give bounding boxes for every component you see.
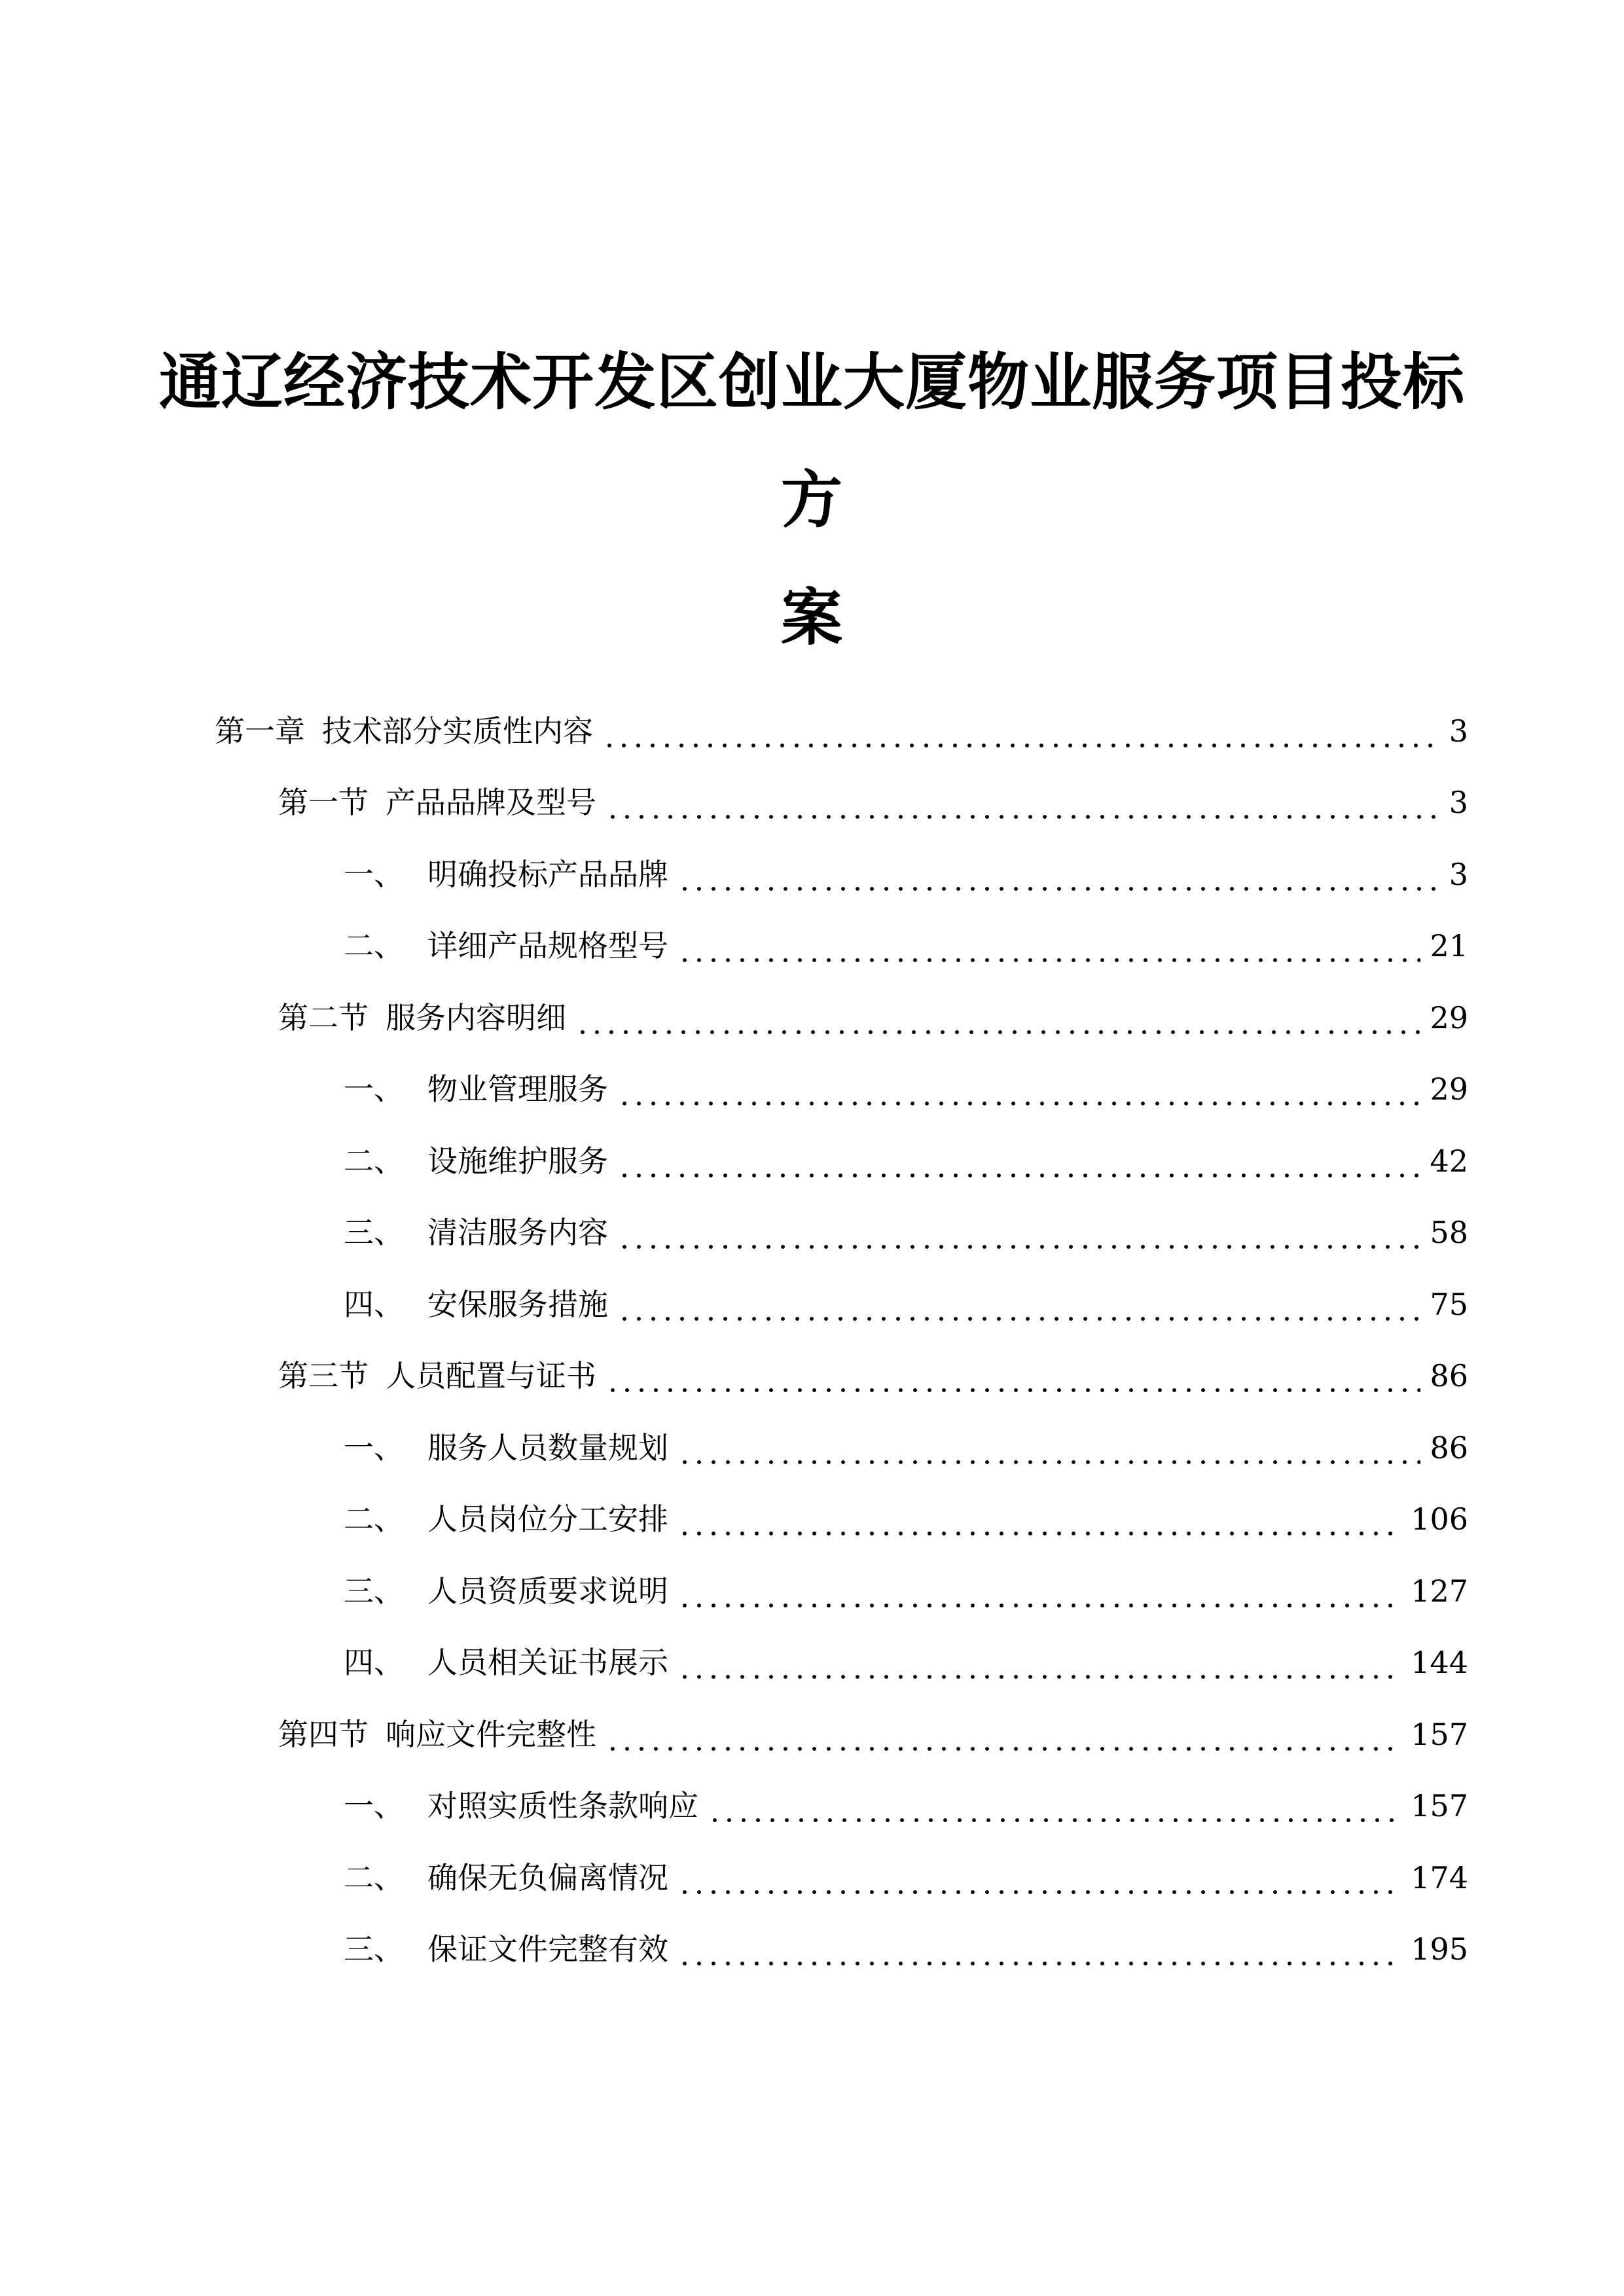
toc-entry-page-number: 127	[1411, 1573, 1468, 1609]
toc-entry-page-number: 174	[1411, 1859, 1468, 1895]
toc-entry-title: 对照实质性条款响应	[427, 1788, 698, 1824]
toc-entry[interactable]	[0, 982, 1624, 1054]
toc-dot-leader	[617, 1069, 1420, 1109]
toc-entry-page-number: 21	[1430, 928, 1468, 964]
toc-entry-title: 服务内容明细	[386, 999, 566, 1035]
toc-entry-label	[344, 926, 668, 965]
toc-entry-title: 产品品牌及型号	[386, 785, 596, 821]
toc-entry[interactable]	[0, 1197, 1624, 1269]
toc-entry-number: 第一节	[278, 785, 369, 821]
toc-entry-label	[344, 1069, 608, 1109]
toc-entry-label	[278, 998, 566, 1037]
toc-entry[interactable]	[0, 1054, 1624, 1126]
toc-entry-page-number: 75	[1430, 1286, 1468, 1322]
document-title	[131, 324, 1493, 677]
toc-dot-leader	[617, 1141, 1420, 1181]
toc-entry-page-number: 29	[1430, 999, 1468, 1035]
toc-entry-title: 人员岗位分工安排	[427, 1501, 668, 1537]
toc-entry-number: 第一章	[215, 713, 305, 749]
toc-entry-page-number: 3	[1449, 856, 1468, 892]
toc-entry-title: 人员相关证书展示	[427, 1645, 668, 1681]
toc-entry-page-number: 144	[1411, 1645, 1468, 1681]
toc-dot-leader	[677, 926, 1420, 965]
toc-entry[interactable]	[0, 1770, 1624, 1842]
toc-entry-label	[344, 1285, 608, 1324]
toc-entry-title: 技术部分实质性内容	[322, 713, 593, 749]
toc-entry-number: 一、	[344, 856, 404, 892]
toc-entry[interactable]	[0, 1412, 1624, 1484]
toc-dot-leader	[617, 1285, 1420, 1324]
toc-entry-title: 人员配置与证书	[386, 1358, 596, 1394]
toc-entry[interactable]	[0, 1698, 1624, 1770]
toc-entry-number: 三、	[344, 1573, 404, 1609]
toc-dot-leader	[677, 1929, 1401, 1969]
toc-entry-label	[344, 1428, 668, 1467]
toc-entry-label	[344, 1858, 668, 1897]
toc-entry-number: 四、	[344, 1645, 404, 1681]
toc-entry-number: 一、	[344, 1788, 404, 1824]
toc-entry-title: 安保服务措施	[427, 1286, 608, 1322]
toc-entry-title: 确保无负偏离情况	[427, 1859, 668, 1895]
table-of-contents	[0, 695, 1624, 1985]
toc-entry-number: 二、	[344, 1501, 404, 1537]
toc-entry-label	[344, 855, 668, 894]
toc-dot-leader	[575, 998, 1420, 1037]
toc-entry-title: 人员资质要求说明	[427, 1573, 668, 1609]
toc-entry-number: 第三节	[278, 1358, 369, 1394]
toc-dot-leader	[605, 783, 1439, 822]
toc-entry[interactable]	[0, 1340, 1624, 1412]
toc-entry[interactable]	[0, 838, 1624, 910]
toc-entry-page-number: 86	[1430, 1358, 1468, 1394]
toc-entry-number: 一、	[344, 1071, 404, 1107]
toc-entry[interactable]	[0, 1627, 1624, 1699]
toc-dot-leader	[677, 1428, 1420, 1467]
document-title-line-2: 案	[780, 583, 843, 654]
document-title-line-1: 通辽经济技术开发区创业大厦物业服务项目投标方	[158, 347, 1465, 536]
toc-entry[interactable]	[0, 1268, 1624, 1340]
toc-entry-number: 二、	[344, 1859, 404, 1895]
toc-entry-label	[344, 1499, 668, 1539]
toc-entry-number: 第二节	[278, 999, 369, 1035]
toc-entry-label	[344, 1643, 668, 1682]
toc-entry-page-number: 3	[1449, 785, 1468, 821]
toc-entry-page-number: 58	[1430, 1215, 1468, 1251]
toc-dot-leader	[602, 711, 1439, 751]
toc-entry-label	[344, 1141, 608, 1181]
toc-entry-number: 四、	[344, 1286, 404, 1322]
toc-entry-title: 清洁服务内容	[427, 1215, 608, 1251]
toc-entry-page-number: 195	[1411, 1931, 1468, 1967]
toc-entry-title: 物业管理服务	[427, 1071, 608, 1107]
toc-dot-leader	[617, 1213, 1420, 1252]
toc-entry-number: 第四节	[278, 1716, 369, 1752]
toc-entry[interactable]	[0, 1914, 1624, 1986]
toc-entry[interactable]	[0, 1842, 1624, 1914]
toc-entry-label	[278, 1715, 596, 1754]
toc-entry-label	[344, 1571, 668, 1611]
toc-entry-number: 一、	[344, 1429, 404, 1465]
toc-entry-page-number: 86	[1430, 1429, 1468, 1465]
toc-entry-page-number: 42	[1430, 1143, 1468, 1179]
toc-entry-number: 二、	[344, 1143, 404, 1179]
toc-entry-label	[344, 1786, 698, 1825]
toc-dot-leader	[677, 1499, 1401, 1539]
toc-entry-label	[278, 783, 596, 822]
toc-entry-page-number: 3	[1449, 713, 1468, 749]
toc-entry[interactable]	[0, 695, 1624, 767]
toc-dot-leader	[677, 1571, 1401, 1611]
toc-entry-label	[344, 1213, 608, 1252]
toc-entry-label	[215, 711, 593, 751]
toc-entry-number: 三、	[344, 1931, 404, 1967]
toc-entry[interactable]	[0, 1125, 1624, 1197]
toc-entry[interactable]	[0, 1484, 1624, 1556]
toc-entry-page-number: 29	[1430, 1071, 1468, 1107]
toc-dot-leader	[605, 1356, 1420, 1395]
toc-entry-label	[278, 1356, 596, 1395]
toc-dot-leader	[708, 1786, 1401, 1825]
toc-dot-leader	[677, 1643, 1401, 1682]
toc-entry-page-number: 157	[1411, 1716, 1468, 1752]
toc-entry-number: 三、	[344, 1215, 404, 1251]
toc-entry-label	[344, 1929, 668, 1969]
toc-entry-number: 二、	[344, 928, 404, 964]
toc-entry-page-number: 157	[1411, 1788, 1468, 1824]
toc-dot-leader	[677, 1858, 1401, 1897]
toc-dot-leader	[677, 855, 1439, 894]
toc-entry-title: 保证文件完整有效	[427, 1931, 668, 1967]
toc-dot-leader	[605, 1715, 1401, 1754]
toc-entry[interactable]	[0, 1555, 1624, 1627]
toc-entry-title: 详细产品规格型号	[427, 928, 668, 964]
toc-entry-page-number: 106	[1411, 1501, 1468, 1537]
toc-entry-title: 服务人员数量规划	[427, 1429, 668, 1465]
toc-entry[interactable]	[0, 767, 1624, 839]
toc-entry-title: 明确投标产品品牌	[427, 856, 668, 892]
toc-entry-title: 响应文件完整性	[386, 1716, 596, 1752]
toc-entry[interactable]	[0, 910, 1624, 982]
toc-entry-title: 设施维护服务	[427, 1143, 608, 1179]
